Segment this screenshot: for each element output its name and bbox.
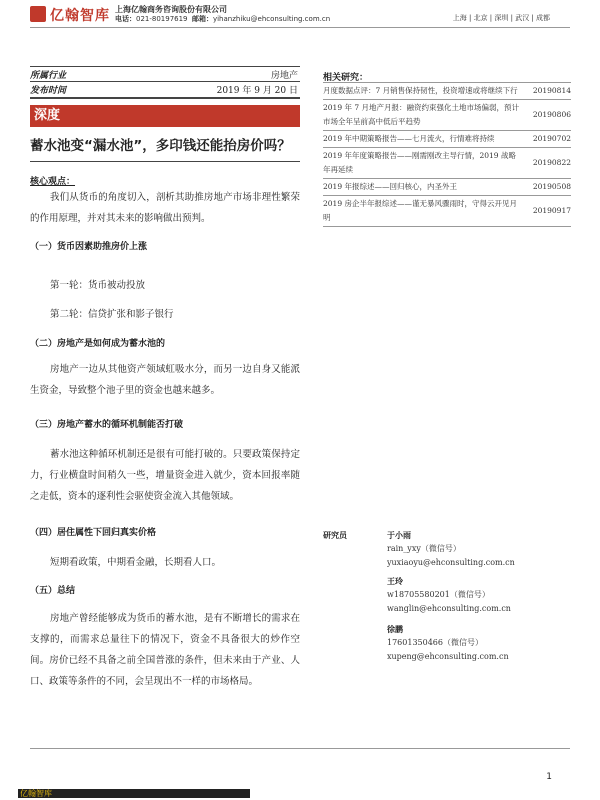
brand-logo-icon	[30, 6, 46, 22]
related-item[interactable]	[323, 83, 571, 100]
related-item[interactable]	[323, 100, 571, 131]
related-item[interactable]	[323, 131, 571, 148]
meta-industry-row	[30, 67, 300, 81]
related-item-text[interactable]: 2019 年中期策略报告——七月流火，行情难将持续	[323, 131, 519, 148]
related-item[interactable]	[323, 148, 571, 179]
date-label: 发布时间	[30, 86, 67, 96]
section-1-line-1: 第一轮：货币被动投放	[50, 280, 146, 291]
report-headline: 蓄水池变“漏水池”，多印钱还能抬房价吗？	[30, 138, 291, 154]
analyst-wechat: 17601350466（微信号）	[387, 638, 483, 647]
page-number: 1	[546, 772, 552, 782]
section-4-title: （四）居住属性下回归真实价格	[30, 528, 157, 538]
section-3-title: （三）房地产蓄水的循环机制能否打破	[30, 420, 184, 430]
analyst-wechat: rain_yxy（微信号）	[387, 544, 461, 553]
analysts-label: 研究员	[323, 530, 347, 540]
footer-divider	[30, 748, 570, 749]
analyst-wechat: w18705580201（微信号）	[387, 590, 490, 599]
related-item-text[interactable]: 月度数据点评：7 月销售保持韧性，投资增速或将继续下行	[323, 83, 519, 100]
intro-paragraph: 我们从货币的角度切入，剖析其助推房地产市场非理性繁荣的作用原理，并对其未来的影响做出预判。	[30, 192, 300, 224]
contact-line	[115, 14, 330, 24]
related-research-title: 相关研究：	[323, 73, 369, 83]
related-research-table	[323, 82, 571, 227]
industry-value: 房地产	[270, 71, 298, 81]
section-2-title: （二）房地产是如何成为蓄水池的	[30, 339, 166, 349]
analyst-email[interactable]: xupeng@ehconsulting.com.cn	[387, 652, 509, 661]
brand-name: 亿翰智库	[50, 8, 110, 24]
analyst-email[interactable]: wanglin@ehconsulting.com.cn	[387, 604, 511, 613]
related-item-text[interactable]: 2019 房企半年报综述——谨无暴风骤雨时，守得云开见月明	[323, 196, 519, 227]
company-name: 上海亿翰商务咨询股份有限公司	[115, 5, 227, 14]
analyst-name: 于小雨	[387, 530, 411, 540]
related-item-date: 20190917	[519, 196, 571, 227]
analyst-card	[387, 528, 515, 570]
analyst-email[interactable]: yuxiaoyu@ehconsulting.com.cn	[387, 558, 515, 567]
email[interactable]: yihanzhiku@ehconsulting.com.cn	[212, 15, 331, 23]
analyst-card	[387, 622, 509, 664]
section-1-title: （一）货币因素助推房价上涨	[30, 242, 148, 252]
email-label: 邮箱：	[191, 15, 213, 23]
related-item-date: 20190806	[519, 100, 571, 131]
related-item[interactable]	[323, 196, 571, 227]
section-3-text: 蓄水池这种循环机制还是很有可能打破的。只要政策保持定力，行业横盘时间稍久一些，增量资金进入就少，资本回报率随之走低，资本的逐利性会驱使资金流入其他领域。	[30, 449, 300, 502]
related-item-date: 20190508	[519, 179, 571, 196]
header-divider	[30, 27, 570, 28]
meta-bottom-rule	[30, 97, 300, 99]
related-item-text[interactable]: 2019 年年度策略报告——刚需刚改主导行情，2019 战略年再延续	[323, 148, 519, 179]
report-type-banner: 深度	[30, 105, 300, 127]
meta-date-row	[30, 82, 300, 96]
related-item-date: 20190814	[519, 83, 571, 100]
industry-label: 所属行业	[30, 71, 67, 81]
section-4-text: 短期看政策，中期看金融，长期看人口。	[50, 557, 222, 568]
section-1-line-2: 第二轮：信贷扩张和影子银行	[50, 309, 174, 320]
date-value: 2019 年 9 月 20 日	[216, 86, 298, 96]
related-item-text[interactable]: 2019 年 7 月地产月报：融资约束强化土地市场偏弱，预计市场全年呈前高中低后平趋势	[323, 100, 519, 131]
section-5-text: 房地产曾经能够成为货币的蓄水池，是有不断增长的需求在支撑的，而需求总量往下的情况下，资金不具备很大的炒作空间。房价已经不具备之前全国普涨的条件，但未来由于产业、人口、政策等条件的不同，会呈现出不一样的市场格局。	[30, 613, 300, 687]
analyst-card	[387, 574, 511, 616]
section-5-title: （五）总结	[30, 586, 76, 596]
headline-rule	[30, 161, 300, 162]
footer-note: 亿翰智库	[18, 789, 250, 798]
phone: 021-80197619	[136, 15, 188, 23]
phone-label: 电话：	[115, 15, 136, 23]
analyst-name: 王玲	[387, 576, 403, 586]
section-2-text: 房地产一边从其他资产领域虹吸水分，而另一边自身又能派生资金，导致整个池子里的资金也越来越多。	[30, 364, 300, 396]
related-item-date: 20190822	[519, 148, 571, 179]
office-cities: 上海 | 北京 | 深圳 | 武汉 | 成都	[452, 14, 550, 22]
core-views-label: 核心观点：	[30, 177, 76, 187]
related-item-date: 20190702	[519, 131, 571, 148]
analyst-name: 徐鹏	[387, 624, 403, 634]
related-item[interactable]	[323, 179, 571, 196]
related-item-text[interactable]: 2019 年报综述——回归核心，内圣外王	[323, 179, 519, 196]
